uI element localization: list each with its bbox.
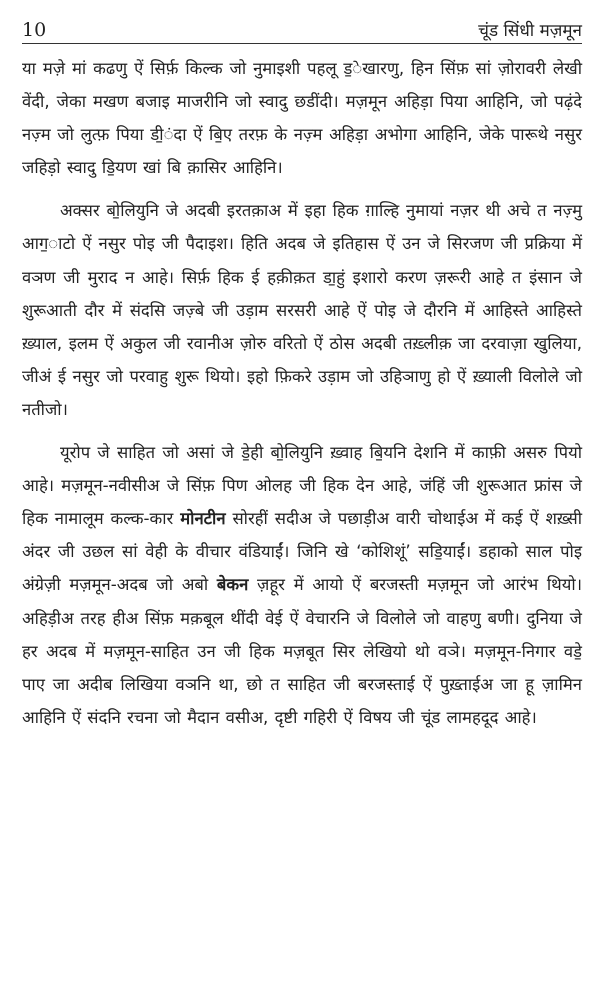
paragraph-3-text-b: सोरहीं सदीअ जे पछाड़ीअ वारी चोथाईअ में कई ऐं शख़्सी अंदर जी उछल सां वेही के वीचार वंडियाईं। जिनि खे ‘कोशिशूं’ सडि॒याईं। डहाको साल पोइ अंग्रेज़ी मज़मून-अदब जो अबो [22, 509, 583, 595]
paragraph-3 [22, 436, 582, 734]
paragraph-1 [22, 52, 582, 184]
paragraph-1-text: या मज़े मां कढणु ऐं सिर्फ़ किल्क जो नुमाइशी पहलू ड॒ेखारणु, हिन सिंफ़ सां ज़ोरावरी लेखी वेंदी, जेका मखण बजाइ माजरीनि जो स्वादु छडींदी। मज़मून अहिड़ा पिया आहिनि, जो पढ़ंदे नज़्म जो लुत्फ़ पिया डी॒ंदा ऐं बि॒ए तरफ़ के नज़्म अहिड़ा अभोगा आहिनि, जेके पारूथे नसुर जहिड़ो स्वादु डि॒यण खां बि क़ासिर आहिनि। [22, 59, 582, 178]
paragraph-3-text-a: यूरोप जे साहित जो असां जे डे॒ही बो॒लियुनि ख़्वाह बि॒यनि देशनि में काफ़ी असरु पियो आहे। मज़मून-नवीसीअ जे सिंफ़ पिण ओलह जी हिक देन आहे, जंहिं जी शुरूआत फ्रांस जे हिक नामालूम कल्क-कार [22, 443, 582, 529]
author-name-montaigne: मोनटीन [180, 509, 226, 529]
body-text [22, 52, 582, 734]
paragraph-2-text: अक्सर बो॒लियुनि जे अदबी इरतक़ाअ में इहा हिक ग़ाल्हि नुमायां नज़र थी अचे त नज़्मु आग॒ाटो ऐं नसुर पोइ जी पैदाइश। हिति अदब जे इतिहास ऐं उन जे सिरजण जी प्रक्रिया में वञण जी मुराद न आहे। सिर्फ़ हिक ई हक़ीक़त डा॒हुं इशारो करण ज़रूरी आहे त इंसान जे शुरूआती दौर में संदसि जज़्बे जी उड़ाम सरसरी आहे ऐं पोइ जे दौरनि में आहिस्ते आहिस्ते ख़्याल, इलम ऐं अकुल जी रवानीअ ज़ोरु वरितो ऐं ठोस अदबी तख़्लीक़ जा दरवाज़ा खुलिया, जीअं ई नसुर जो परवाहु शुरू थियो। इहो फ़िकरे उड़ाम जो उहिञाणु हो ऐं ख़्याली विलोले जो नतीजो। [22, 201, 582, 419]
author-name-bacon: बेकन [216, 575, 249, 595]
running-title: चूंड सिंधी मज़मून [478, 21, 582, 41]
paragraph-2 [22, 194, 582, 426]
paragraph-3-text-c: ज़हूर में आयो ऐं बरजस्ती मज़मून जो आरंभ थियो। अहिड़ीअ तरह हीअ सिंफ़ मक़बूल थींदी वेई ऐं वेचारनि जे विलोले जो वाहणु बणी। दुनिया जे हर अदब में मज़मून-साहित उन जी हिक मज़बूत सिर लेखियो थो वञे। मज़मून-निगार वडे॒ पाए जा अदीब लिखिया वञनि था, छो त साहित जी बरजस्ताई ऐं पुख़्ताईअ जा हू ज़ामिन आहिनि ऐं संदनि रचना जो मैदान वसीअ, दृष्टी गहिरी ऐं विषय जी चूंड लामहदूद आहे। [22, 575, 582, 727]
page-number: 10 [22, 19, 47, 41]
page-header [22, 0, 582, 44]
